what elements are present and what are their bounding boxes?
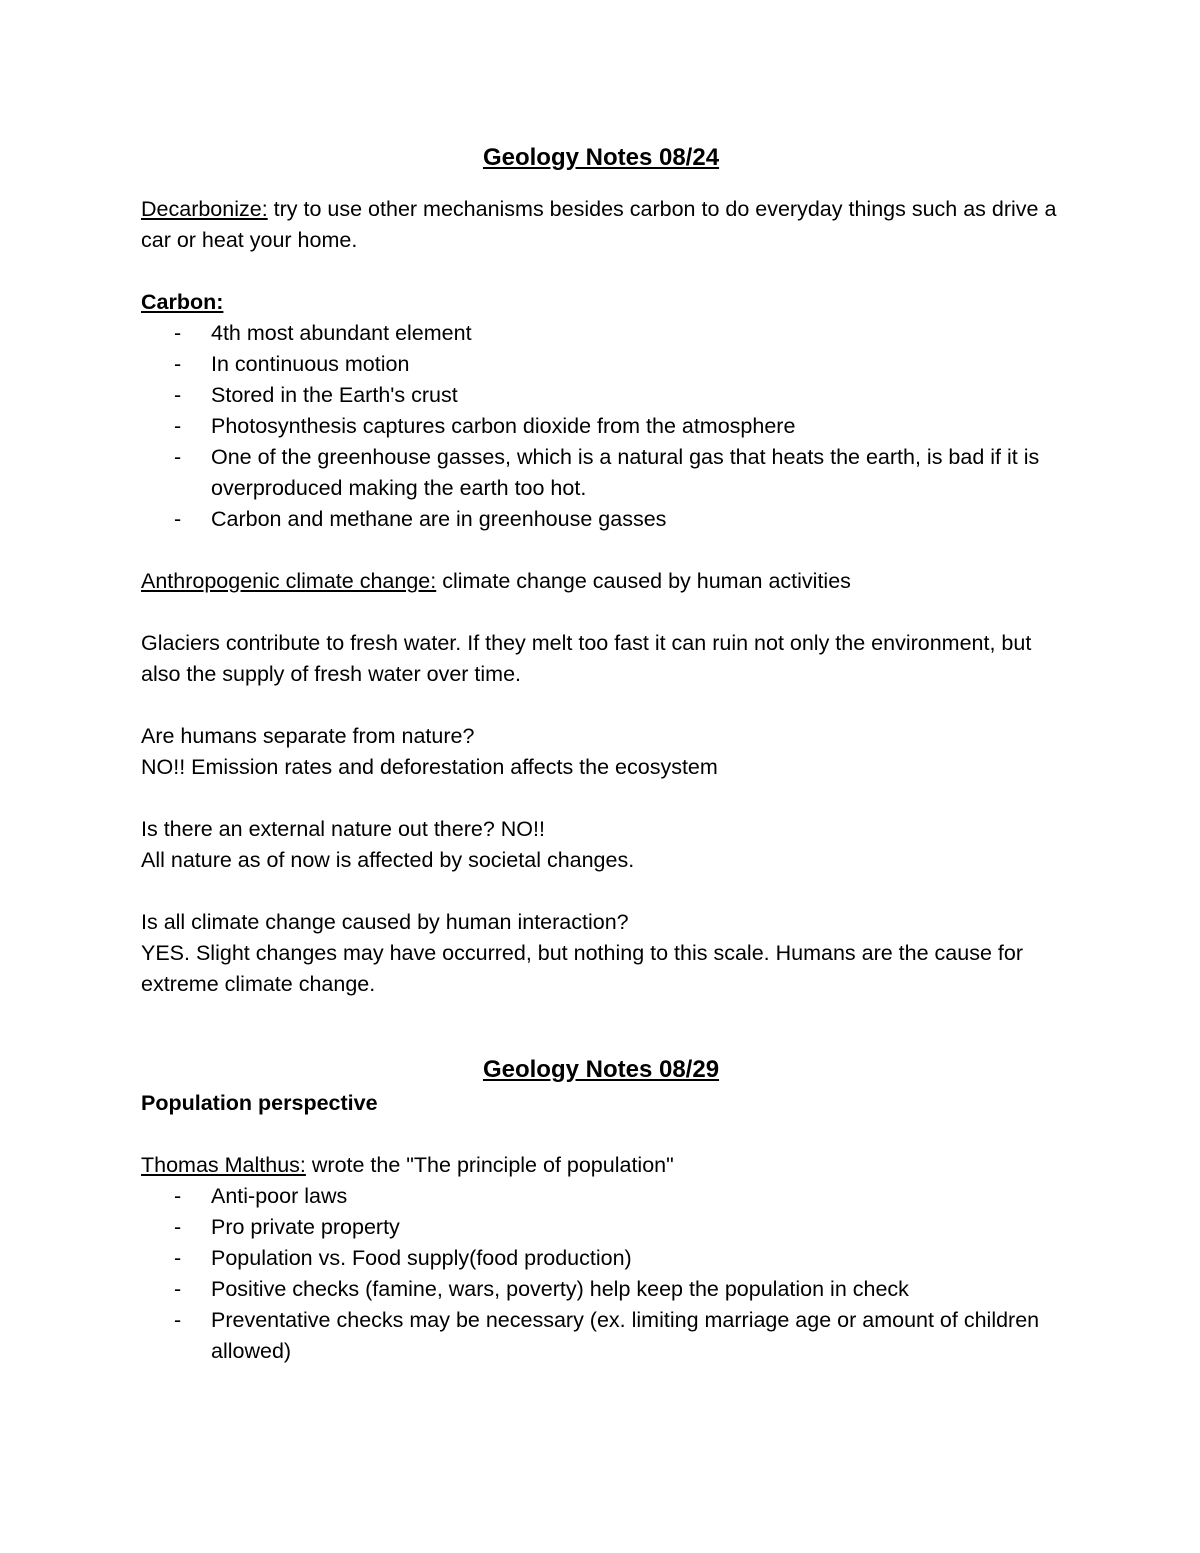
glaciers-paragraph: Glaciers contribute to fresh water. If they melt too fast it can ruin not only the environment, but also the supply of fresh water over time. (141, 631, 1032, 686)
list-item-text: In continuous motion (211, 352, 410, 376)
answer-3: YES. Slight changes may have occurred, but nothing to this scale. Humans are the cause for extreme climate change. (141, 941, 1023, 996)
list-item (141, 380, 1061, 411)
question-2: Is there an external nature out there? NO!! (141, 817, 545, 841)
list-item (141, 1243, 1061, 1274)
malthus-list (141, 1181, 1061, 1367)
answer-1: NO!! Emission rates and deforestation affects the ecosystem (141, 755, 718, 779)
spacer (141, 783, 1061, 814)
list-item (141, 1305, 1061, 1367)
dash-marker: - (174, 414, 182, 438)
dash-marker: - (174, 1308, 182, 1332)
list-item-text: Pro private property (211, 1215, 400, 1239)
malthus-term: Thomas Malthus: (141, 1153, 306, 1177)
list-item-text: Population vs. Food supply(food production) (211, 1246, 632, 1270)
anthropogenic-paragraph (141, 566, 1061, 597)
spacer (141, 256, 1061, 287)
answer-2: All nature as of now is affected by societal changes. (141, 848, 635, 872)
list-item-text: One of the greenhouse gasses, which is a natural gas that heats the earth, is bad if it is overproduced making the earth too hot. (211, 445, 1040, 500)
list-item (141, 411, 1061, 442)
question-1: Are humans separate from nature? (141, 724, 475, 748)
spacer (141, 597, 1061, 628)
dash-marker: - (174, 445, 182, 469)
dash-marker: - (174, 1277, 182, 1301)
dash-marker: - (174, 507, 182, 531)
population-subheading: Population perspective (141, 1091, 378, 1115)
list-item-text: Photosynthesis captures carbon dioxide from the atmosphere (211, 414, 796, 438)
list-item-text: Preventative checks may be necessary (ex. limiting marriage age or amount of children allowed) (211, 1308, 1040, 1363)
malthus-paragraph (141, 1150, 1061, 1181)
spacer (141, 1119, 1061, 1150)
document-page (141, 140, 1061, 1367)
decarbonize-definition: try to use other mechanisms besides carbon to do everyday things such as drive a car or heat your home. (141, 197, 1057, 252)
spacer (141, 535, 1061, 566)
list-item (141, 349, 1061, 380)
list-item-text: 4th most abundant element (211, 321, 472, 345)
list-item (141, 1212, 1061, 1243)
list-item (141, 1274, 1061, 1305)
decarbonize-paragraph (141, 194, 1061, 256)
list-item-text: Carbon and methane are in greenhouse gasses (211, 507, 667, 531)
dash-marker: - (174, 383, 182, 407)
spacer (141, 690, 1061, 721)
list-item (141, 318, 1061, 349)
carbon-heading: Carbon: (141, 290, 224, 314)
decarbonize-term: Decarbonize: (141, 197, 268, 221)
dash-marker: - (174, 352, 182, 376)
question-3: Is all climate change caused by human interaction? (141, 910, 629, 934)
dash-marker: - (174, 1184, 182, 1208)
list-item-text: Positive checks (famine, wars, poverty) help keep the population in check (211, 1277, 909, 1301)
anthropogenic-definition: climate change caused by human activities (436, 569, 851, 593)
carbon-list (141, 318, 1061, 535)
section-title-0824: Geology Notes 08/24 (482, 144, 720, 171)
list-item (141, 504, 1061, 535)
list-item-text: Anti-poor laws (211, 1184, 348, 1208)
list-item-text: Stored in the Earth's crust (211, 383, 458, 407)
dash-marker: - (174, 321, 182, 345)
anthropogenic-term: Anthropogenic climate change: (141, 569, 437, 593)
list-item (141, 1181, 1061, 1212)
spacer (141, 876, 1061, 907)
section-title-0829: Geology Notes 08/29 (482, 1056, 720, 1083)
malthus-definition: wrote the "The principle of population" (305, 1153, 674, 1177)
list-item (141, 442, 1061, 504)
dash-marker: - (174, 1215, 182, 1239)
dash-marker: - (174, 1246, 182, 1270)
